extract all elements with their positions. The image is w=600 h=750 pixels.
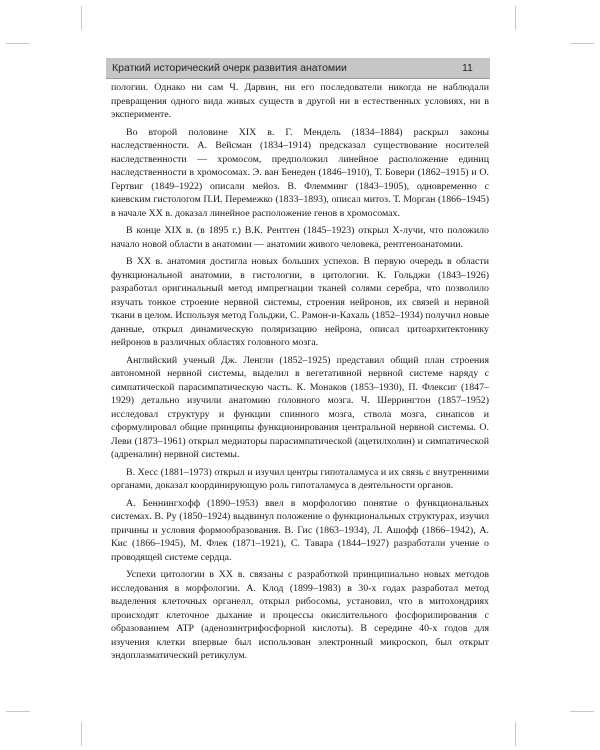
header-rule [106, 78, 490, 79]
paragraph: А. Беннингхофф (1890–1953) ввел в морфологию понятие о функциональных системах. В. Ру (1850–1924) выдвинул положение о функциональных структурах, изучил причины и условия формообразования. В. Гис (1863–1934), Л. Ашофф (1866–1942), А. Кис (1866–1945), М. Флек (1871–1921), С. Тавара (1844–1927) разработали учение о проводящей системе сердца. [111, 497, 489, 563]
page-number: 11 [462, 62, 473, 74]
crop-mark [570, 711, 594, 712]
crop-mark [6, 711, 30, 712]
paragraph: Во второй половине XIX в. Г. Мендель (1834–1884) раскрыл законы наследственности. А. Вейсман (1834–1914) предсказал существование носителей наследственности — хромосом, предположил линейное расположение единиц наследственности в хромосомах. Э. ван Бенеден (1846–1910), Т. Бовери (1862–1915) и О. Гертвиг (1849–1922) описали мейоз. В. Флемминг (1843–1905), одновременно с киевским гистологом П.И. Перемежко (1833–1893), описал митоз. Т. Морган (1866–1945) в начале XX в. доказал линейное расположение генов в хромосомах. [111, 126, 489, 219]
crop-mark [570, 43, 594, 44]
crop-mark [515, 722, 516, 746]
paragraph: В XX в. анатомия достигла новых больших успехов. В первую очередь в области функциональной анатомии, в гистологии, в цитологии. К. Гольджи (1843–1926) разработал оригинальный метод импрегнации тканей солями серебра, что позволило изучать тонкое строение нервной системы, строения нейронов, их связей и нервной ткани в целом. Используя метод Гольджи, С. Рамон-и-Кахаль (1852–1934) получил новые данные, открыл динамическую поляризацию нейрона, описал цитоархитектонику нейронов в различных областях головного мозга. [111, 256, 489, 348]
paragraph: Успехи цитологии в XX в. связаны с разработкой принципиально новых методов исследования в морфологии. А. Клод (1899–1983) в 30-х годах разработал метод выделения клеточных органелл, открыл рибосомы, установил, что в митохондриях происходят клеточное дыхание и процессы окислительного фосфорилирования с образованием АТР (аденозинтрифосфорной кислоты). В середине 40-х годов для изучения клетки впервые был использован электронный микроскоп, был открыт эндоплазматический ретикулум. [111, 569, 489, 661]
crop-mark [6, 43, 30, 44]
paragraph: Английский ученый Дж. Ленгли (1852–1925) представил общий план строения автономной нервной системы, выделил в вегетативной нервной системе наряду с симпатической парасимпатическую часть. К. Монаков (1853–1930), П. Флексиг (1847–1929) детально изучили анатомию головного мозга. Ч. Шеррингтон (1857–1952) исследовал структуру и функции спинного мозга, ствола мозга, синапсов и сформулировал общие принципы функционирования центральной нервной системы. О. Леви (1873–1961) открыл медиаторы парасимпатической (ацетилхолин) и симпатической (адреналин) нервной системы. [111, 354, 489, 460]
body-text [111, 81, 489, 667]
crop-mark [81, 6, 82, 30]
paragraph: пологии. Однако ни сам Ч. Дарвин, ни его последователи никогда не наблюдали превращения одного вида живых существ в другой ни в естественных условиях, ни в эксперименте. [111, 82, 489, 120]
paragraph: В. Хесс (1881–1973) открыл и изучил центры гипоталамуса и их связь с внутренними органами, доказал координирующую роль гипоталамуса в деятельности органов. [111, 466, 489, 491]
running-header-title: Краткий исторический очерк развития анатомии [112, 62, 347, 74]
crop-mark [515, 6, 516, 30]
paragraph: В конце XIX в. (в 1895 г.) В.К. Рентген (1845–1923) открыл Х-лучи, что положило начало новой области в анатомии — анатомии живого человека, рентгеноанатомии. [111, 225, 489, 250]
crop-mark [81, 722, 82, 746]
